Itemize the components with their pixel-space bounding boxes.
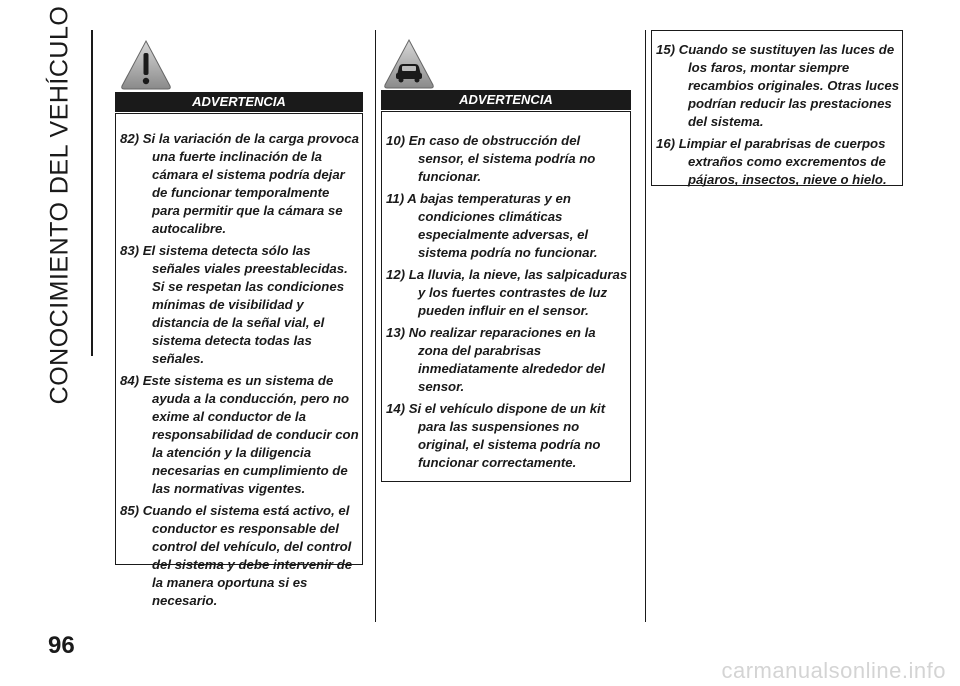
section-title-text: CONOCIMIENTO DEL VEHÍCULO — [45, 5, 74, 405]
list-item: 11) A bajas temperaturas y en condiciones climáticas especialmente adversas, el sistema podría no funcionar. — [386, 191, 598, 260]
page-number: 96 — [48, 632, 75, 659]
column-divider — [375, 30, 376, 622]
list-item: 10) En caso de obstrucción del sensor, el sistema podría no funcionar. — [386, 133, 596, 184]
list-item: 15) Cuando se sustituyen las luces de los faros, montar siempre recambios originales. Otras luces podrían reducir las prestaciones del sistema. — [656, 42, 900, 129]
list-item: 85) Cuando el sistema está activo, el conductor es responsable del control del vehículo, del control del sistema y debe intervenir de la manera oportuna si es necesario. — [120, 503, 353, 608]
list-item: 12) La lluvia, la nieve, las salpicaduras y los fuertes contrastes de luz pueden influir en el sensor. — [386, 267, 628, 318]
warning-box — [381, 111, 631, 482]
car-warning-icon — [382, 37, 436, 91]
column-divider — [645, 30, 646, 622]
list-item: 16) Limpiar el parabrisas de cuerpos extraños como excrementos de pájaros, insectos, nieve o hielo. — [656, 136, 887, 187]
list-item: 84) Este sistema es un sistema de ayuda a la conducción, pero no exime al conductor de la responsabilidad de conducir con la atención y la diligencia necesarias en cumplimiento de las normativas vigentes. — [120, 373, 359, 496]
notes-list — [386, 132, 628, 472]
warning-banner: ADVERTENCIA — [115, 92, 363, 113]
list-item: 14) Si el vehículo dispone de un kit para las suspensiones no original, el sistema podría no funcionar correctamente. — [386, 401, 606, 470]
watermark: carmanualsonline.info — [721, 658, 946, 683]
list-item: 82) Si la variación de la carga provoca una fuerte inclinación de la cámara el sistema podría dejar de funcionar temporalmente para permitir que la cámara se autocalibre. — [120, 131, 359, 236]
warning-box — [115, 113, 363, 608]
section-title — [38, 5, 82, 405]
notes-list — [120, 130, 360, 610]
list-item: 13) No realizar reparaciones en la zona del parabrisas inmediatamente alrededor del sensor. — [386, 325, 605, 394]
warning-box — [651, 30, 903, 186]
warning-banner: ADVERTENCIA — [381, 90, 631, 111]
warning-exclamation-icon — [119, 38, 173, 92]
list-item: 83) El sistema detecta sólo las señales viales preestablecidas. Si se respetan las condiciones mínimas de visibilidad y distancia de la señal vial, el sistema detecta todas las señales. — [120, 243, 348, 366]
section-divider — [91, 30, 93, 356]
notes-list — [656, 41, 900, 189]
